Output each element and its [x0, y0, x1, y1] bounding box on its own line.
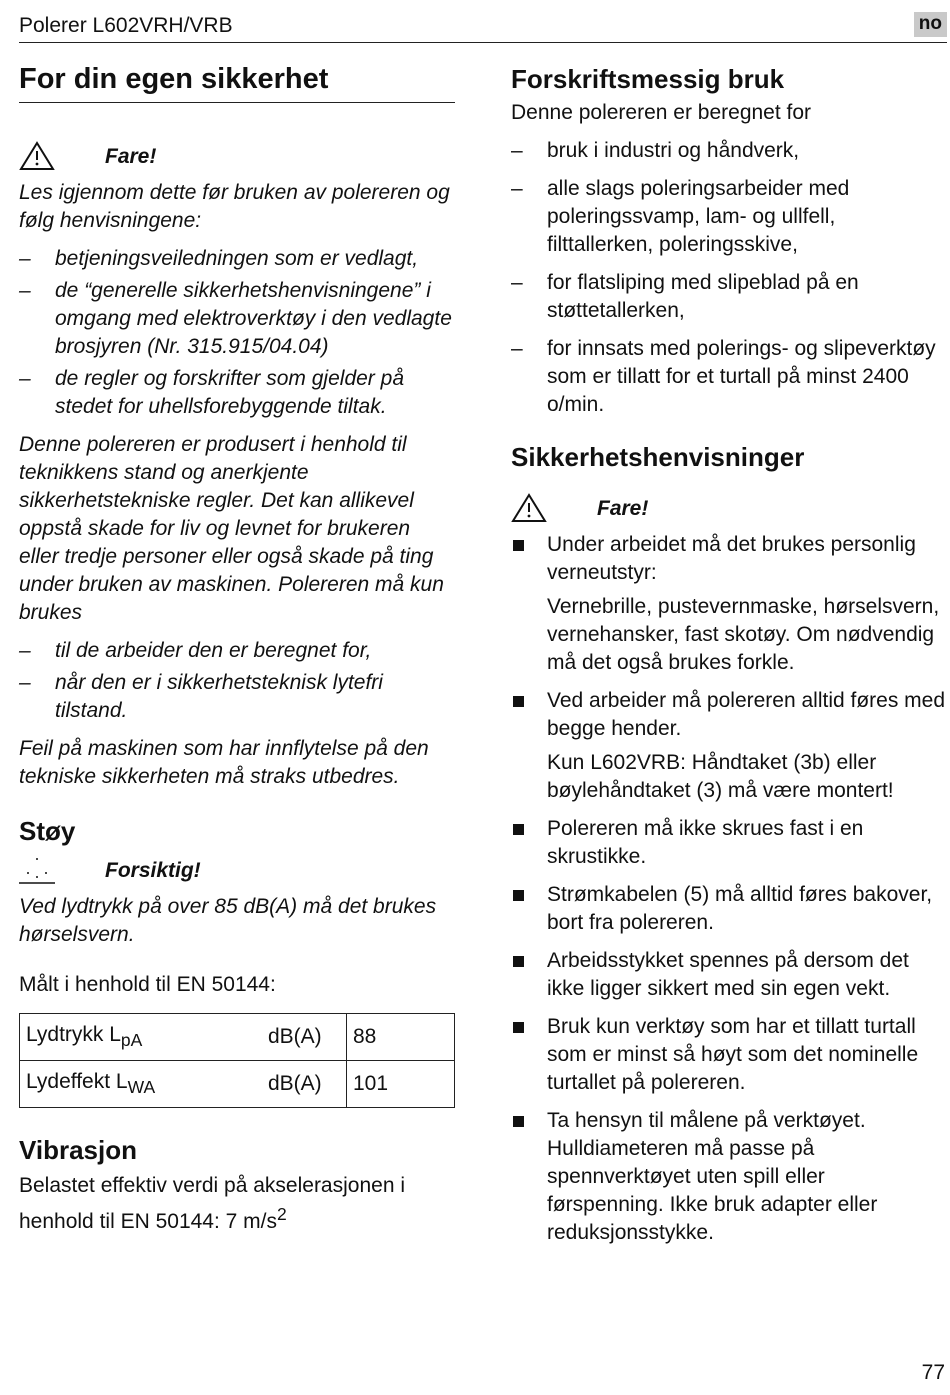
table-cell: 101 [347, 1061, 455, 1108]
warning-triangle-icon [511, 493, 547, 528]
list-item: – for flatsliping med slipeblad på en støttetallerken, [511, 271, 859, 322]
caution-label: Forsiktig! [105, 859, 201, 882]
list-item: Polereren må ikke skrues fast i en skrustikke. [511, 815, 947, 871]
bullet-square-icon [513, 824, 524, 835]
intro-text: Les igjennom dette før bruken av polereren og følg henvisningene: [19, 181, 450, 232]
danger-label: Fare! [105, 145, 157, 168]
danger-warning [19, 139, 455, 175]
list-item: – når den er i sikkerhetsteknisk lytefri tilstand. [19, 671, 383, 722]
usage-list [511, 137, 947, 419]
usage-heading: Forskriftsmessig bruk [511, 64, 785, 94]
list-item: – til de arbeider den er beregnet for, [19, 639, 372, 662]
list-item: Arbeidsstykket spennes på dersom det ikke ligger sikkert med sin egen vekt. [511, 947, 947, 1003]
bullet-square-icon [513, 890, 524, 901]
noise-text: Ved lydtrykk på over 85 dB(A) må det brukes hørselsvern. [19, 895, 437, 946]
safety-notes-list [511, 531, 947, 1247]
table-cell: Lydtrykk $L_{pA}$ [20, 1014, 263, 1061]
table-cell: dB(A) [262, 1014, 347, 1061]
list-item: – de regler og forskrifter som gjelder på stedet for uhellsforebyggende tiltak. [19, 367, 404, 418]
list-item: Under arbeidet må det brukes personlig verneutstyr: Vernebrille, pustevernmaske, hørselsvern, vernehansker, fast skotøy. Om nødvendig må det også brukes forkle. [511, 531, 947, 677]
left-column [19, 60, 455, 1236]
vibration-text: Belastet effektiv verdi på akselerasjonen i henhold til EN 50144: 7 $m/s^2$ [19, 1174, 405, 1233]
document-title: Polerer L602VRH/VRB [19, 14, 233, 37]
intro-list [19, 245, 455, 421]
page-header [19, 12, 947, 43]
danger-warning [511, 491, 947, 527]
usage-intro: Denne polereren er beregnet for [511, 101, 812, 124]
page-number: 77 [921, 1361, 945, 1384]
measured-text: Målt i henhold til EN 50144: [19, 973, 276, 996]
bullet-square-icon [513, 956, 524, 967]
noise-heading: Støy [19, 816, 76, 846]
language-badge: no [914, 12, 947, 37]
danger-label: Fare! [597, 497, 649, 520]
caution-triangle-icon [19, 855, 55, 890]
table-cell: 88 [347, 1014, 455, 1061]
bullet-square-icon [513, 540, 524, 551]
list-item: – alle slags poleringsarbeider med poleringssvamp, lam- og ullfell, filttallerken, poleringsskive, [511, 177, 850, 256]
table-cell: Lydeffekt $L_{WA}$ [20, 1061, 263, 1108]
warning-triangle-icon [19, 141, 55, 176]
safety-heading: For din egen sikkerhet [19, 60, 455, 103]
list-item: – for innsats med polerings- og slipeverktøy som er tillatt for et turtall på minst 2400 o/min. [511, 337, 936, 416]
bullet-square-icon [513, 1022, 524, 1033]
noise-table [19, 1013, 455, 1108]
table-row [20, 1014, 455, 1061]
list-item: Bruk kun verktøy som har et tillatt turtall som er minst så høyt som det nominelle turtallet på polereren. [511, 1013, 947, 1097]
design-text: Denne polereren er produsert i henhold til teknikkens stand og anerkjente sikkerhetstekniske regler. Det kan allikevel oppstå skade for liv og levnet for brukeren eller tredje personer eller også skade på ting under bruken av maskinen. Polereren må kun brukes [19, 433, 444, 624]
table-row [20, 1061, 455, 1108]
list-item: Ta hensyn til målene på verktøyet. Hulldiameteren må passe på spennverktøyet uten spill eller førspenning. Ikke bruk adapter eller reduksjonsstykke. [511, 1107, 947, 1247]
list-item: – bruk i industri og håndverk, [511, 139, 800, 162]
caution-warning [19, 853, 455, 889]
right-column [511, 60, 947, 1247]
safety-notes-heading: Sikkerhetshenvisninger [511, 442, 805, 472]
use-list [19, 637, 455, 725]
list-item: – betjeningsveiledningen som er vedlagt, [19, 247, 419, 270]
table-cell: dB(A) [262, 1061, 347, 1108]
list-item: Ved arbeider må polereren alltid føres med begge hender. Kun L602VRB: Håndtaket (3b) eller bøylehåndtaket (3) må være montert! [511, 687, 947, 805]
bullet-square-icon [513, 696, 524, 707]
fault-text: Feil på maskinen som har innflytelse på den tekniske sikkerheten må straks utbedres. [19, 737, 429, 788]
vibration-heading: Vibrasjon [19, 1135, 138, 1165]
bullet-square-icon [513, 1116, 524, 1127]
list-item: Strømkabelen (5) må alltid føres bakover, bort fra polereren. [511, 881, 947, 937]
list-item: – de “generelle sikkerhetshenvisningene” i omgang med elektroverktøy i den vedlagte brosjyren (Nr. 315.915/04.04) [19, 279, 452, 358]
